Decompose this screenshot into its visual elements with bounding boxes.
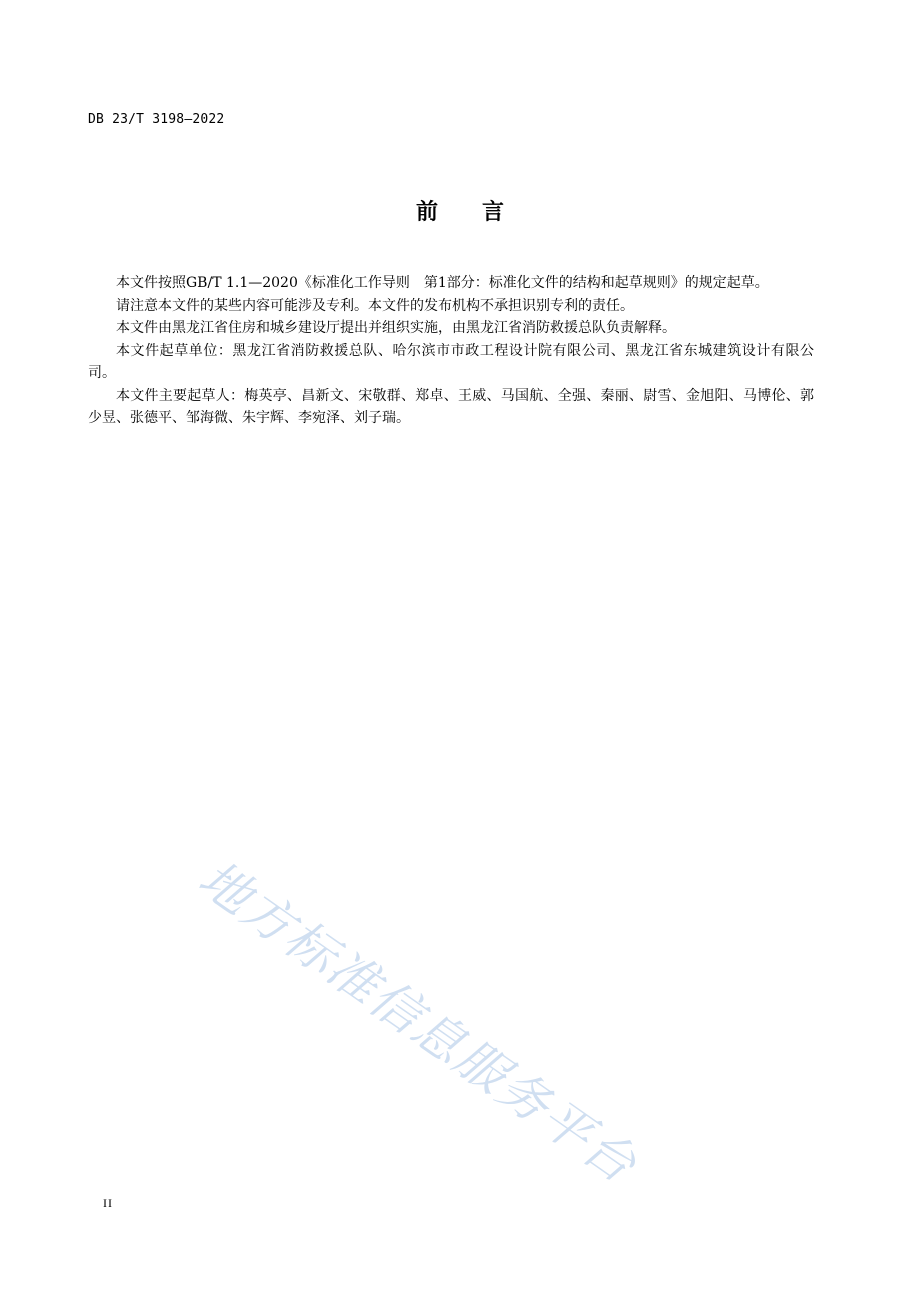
- title-char-2: 言: [482, 200, 505, 225]
- paragraph-drafting-rules: 本文件按照GB/T 1.1—2020《标准化工作导则 第1部分：标准化文件的结构和起草规则》的规定起草。: [116, 275, 769, 291]
- standard-code: DB 23/T 3198—2022: [88, 112, 225, 127]
- paragraph-proposer: 本文件由黑龙江省住房和城乡建设厅提出并组织实施，由黑龙江省消防救援总队负责解释。: [116, 320, 676, 336]
- page-number: II: [103, 1196, 113, 1210]
- watermark: 地方标准信息服务平台: [188, 849, 648, 1195]
- paragraph-patent-notice: 请注意本文件的某些内容可能涉及专利。本文件的发布机构不承担识别专利的责任。: [116, 297, 634, 314]
- foreword-body: [88, 272, 814, 430]
- title-char-1: 前: [415, 200, 438, 225]
- page-title: [0, 195, 920, 226]
- paragraph-drafters: 本文件主要起草人：梅英亭、昌新文、宋敬群、郑卓、王威、马国航、全强、秦丽、尉雪、金旭阳、马博伦、郭少昱、张德平、邹海微、朱宇辉、李宛泽、刘子瑞。: [88, 387, 814, 426]
- paragraph-drafting-units: 本文件起草单位：黑龙江省消防救援总队、哈尔滨市市政工程设计院有限公司、黑龙江省东城建筑设计有限公司。: [88, 342, 814, 381]
